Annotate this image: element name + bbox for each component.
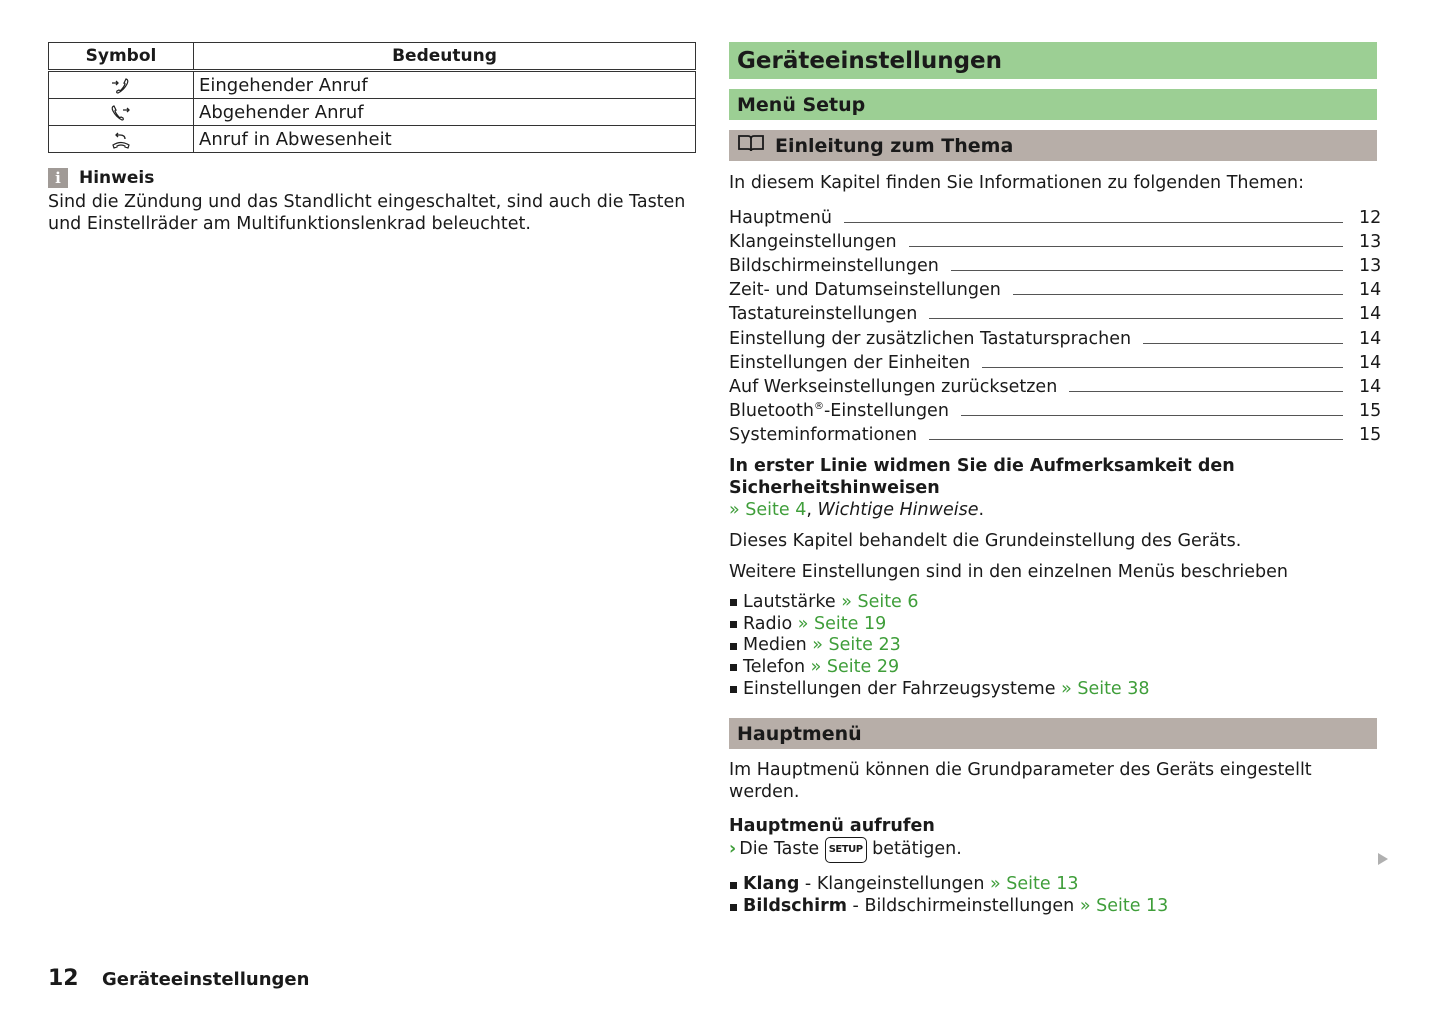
intro-heading-label: Einleitung zum Thema: [775, 134, 1014, 157]
safety-note: In erster Linie widmen Sie die Aufmerksamkeit den Sicherheitshinweisen » Seite 4, Wichtige Hinweise.: [729, 455, 1235, 520]
list-item: Radio » Seite 19: [729, 614, 1377, 636]
note-box: [48, 167, 696, 235]
chapter-title: Geräteeinstellungen: [729, 42, 1377, 79]
page-footer: [48, 966, 309, 991]
note-text: Sind die Zündung und das Standlicht eingeschaltet, sind auch die Tasten und Einstellräder am Multifunktionslenkrad beleuchtet.: [48, 192, 686, 234]
toc-item-bluetooth[interactable]: Bluetooth®-Einstellungen 15: [729, 400, 1382, 421]
next-page-arrow-icon: [1378, 853, 1388, 865]
setup-key-icon: SETUP: [825, 837, 867, 863]
section-title: Menü Setup: [729, 89, 1377, 120]
page-number: 12: [48, 966, 79, 991]
book-icon: [737, 133, 775, 158]
page-link[interactable]: » Seite 29: [810, 657, 900, 678]
page-link[interactable]: » Seite 19: [797, 613, 887, 634]
page-link[interactable]: » Seite 23: [812, 635, 901, 656]
table-header-symbol: Symbol: [49, 43, 194, 71]
toc-item-werkseinstellungen[interactable]: Auf Werkseinstellungen zurücksetzen 14: [729, 376, 1382, 397]
hauptmenu-heading: Hauptmenü: [729, 718, 1377, 749]
toc-item-zeit-datum[interactable]: Zeit- und Datumseinstellungen 14: [729, 280, 1382, 301]
list-item: Medien » Seite 23: [729, 635, 1377, 657]
list-item: Einstellungen der Fahrzeugsysteme » Seite 38: [729, 679, 1377, 701]
left-column: [48, 42, 696, 235]
hauptmenu-subheading: Hauptmenü aufrufen: [729, 816, 935, 837]
toc-item-systeminformationen[interactable]: Systeminformationen 15: [729, 424, 1382, 445]
symbol-table: [48, 42, 696, 153]
toc-item-klangeinstellungen[interactable]: Klangeinstellungen 13: [729, 232, 1382, 253]
hauptmenu-text: Im Hauptmenü können die Grundparameter des Geräts eingestellt werden.: [729, 760, 1312, 803]
list-item: Bildschirm - Bildschirmeinstellungen » Seite 13: [729, 896, 1377, 918]
incoming-call-icon: [111, 75, 131, 96]
list-item: Telefon » Seite 29: [729, 657, 1377, 679]
menu-reference-list: [729, 592, 1377, 701]
list-item: Klang - Klangeinstellungen » Seite 13: [729, 874, 1377, 896]
right-column: [729, 42, 1382, 918]
meaning-cell: Anruf in Abwesenheit: [194, 126, 696, 153]
table-header-meaning: Bedeutung: [194, 43, 696, 71]
meaning-cell: Abgehender Anruf: [194, 99, 696, 126]
step-chevron-icon: ›: [729, 839, 737, 860]
outgoing-call-icon: [111, 102, 131, 123]
table-row: [49, 126, 696, 153]
intro-text: In diesem Kapitel finden Sie Informationen zu folgenden Themen:: [729, 173, 1305, 193]
missed-call-icon: [111, 129, 131, 150]
list-item: Lautstärke » Seite 6: [729, 592, 1377, 614]
paragraph-basic-settings: Dieses Kapitel behandelt die Grundeinstellung des Geräts.: [729, 530, 1242, 551]
meaning-cell: Eingehender Anruf: [194, 71, 696, 99]
table-of-contents: [729, 204, 1382, 445]
toc-item-bildschirmeinstellungen[interactable]: Bildschirmeinstellungen 13: [729, 256, 1382, 277]
table-row: [49, 99, 696, 126]
page-link[interactable]: » Seite 38: [1061, 678, 1150, 699]
toc-item-einheiten[interactable]: Einstellungen der Einheiten 14: [729, 352, 1382, 373]
hauptmenu-items: [729, 874, 1377, 917]
safety-page-link[interactable]: » Seite 4: [729, 499, 807, 520]
footer-chapter-title: Geräteeinstellungen: [102, 969, 310, 990]
table-row: [49, 71, 696, 99]
info-icon: i: [48, 168, 68, 188]
hauptmenu-step: › Die Taste SETUP betätigen.: [729, 837, 1377, 863]
page-link[interactable]: » Seite 13: [990, 874, 1079, 895]
toc-item-hauptmenu[interactable]: Hauptmenü 12: [729, 208, 1382, 229]
page-link[interactable]: » Seite 6: [841, 591, 919, 612]
note-title: Hinweis: [79, 168, 155, 188]
toc-item-tastatursprachen[interactable]: Einstellung der zusätzlichen Tastatursprachen 14: [729, 328, 1382, 349]
toc-item-tastatur[interactable]: Tastatureinstellungen 14: [729, 304, 1382, 325]
paragraph-further-settings: Weitere Einstellungen sind in den einzelnen Menüs beschrieben: [729, 561, 1288, 582]
page-link[interactable]: » Seite 13: [1079, 896, 1169, 917]
intro-heading: [729, 130, 1377, 161]
